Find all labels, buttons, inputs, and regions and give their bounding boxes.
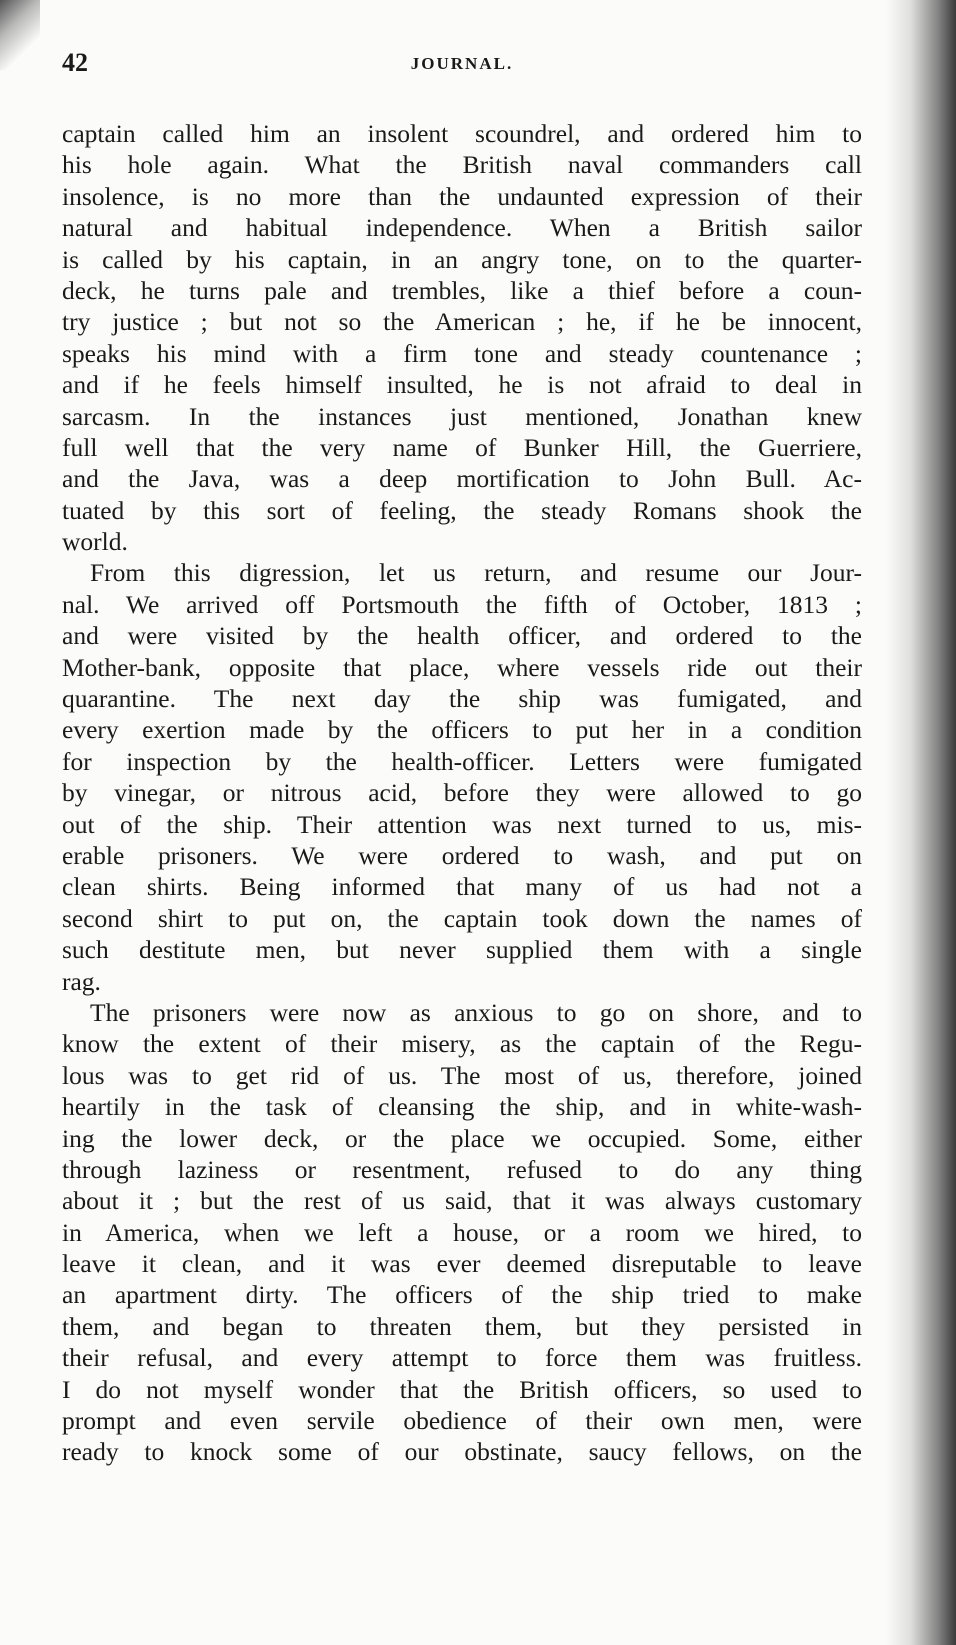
text-line: such destitute men, but never supplied them with a single [62, 935, 862, 965]
text-line: speaks his mind with a firm tone and steady countenance ; [62, 338, 862, 368]
text-line: by vinegar, or nitrous acid, before they were allowed to go [62, 778, 862, 808]
text-line: Mother-bank, opposite that place, where vessels ride out their [62, 652, 862, 682]
text-line: full well that the very name of Bunker Hill, the Guerriere, [62, 432, 862, 462]
text-line: about it ; but the rest of us said, that it was always customary [62, 1186, 862, 1216]
page-number: 42 [62, 48, 88, 77]
text-line: deck, he turns pale and trembles, like a thief before a coun- [62, 275, 862, 305]
text-line: and if he feels himself insulted, he is not afraid to deal in [62, 370, 862, 400]
text-line: lous was to get rid of us. The most of us, therefore, joined [62, 1060, 862, 1090]
text-line: tuated by this sort of feeling, the steady Romans shook the [62, 495, 862, 525]
text-line: heartily in the task of cleansing the ship, and in white-wash- [62, 1092, 862, 1122]
text-line: The prisoners were now as anxious to go on shore, and to [90, 997, 862, 1027]
text-line: his hole again. What the British naval commanders call [62, 150, 862, 180]
text-line: insolence, is no more than the undaunted expression of their [62, 181, 862, 211]
page-edge-shadow [886, 0, 956, 1645]
text-line: clean shirts. Being informed that many of us had not a [62, 872, 862, 902]
text-line: know the extent of their misery, as the captain of the Regu- [62, 1029, 862, 1059]
page-corner-shadow [0, 0, 40, 70]
text-line: prompt and even servile obedience of their own men, were [62, 1406, 862, 1436]
text-line: an apartment dirty. The officers of the ship tried to make [62, 1280, 862, 1310]
text-line: I do not myself wonder that the British officers, so used to [62, 1374, 862, 1404]
text-line: out of the ship. Their attention was next turned to us, mis- [62, 809, 862, 839]
text-line: their refusal, and every attempt to force them was fruitless. [62, 1343, 862, 1373]
text-line: in America, when we left a house, or a room we hired, to [62, 1217, 862, 1247]
text-line: them, and began to threaten them, but they persisted in [62, 1311, 862, 1341]
text-line: every exertion made by the officers to put her in a condition [62, 715, 862, 745]
text-line: nal. We arrived off Portsmouth the fifth of October, 1813 ; [62, 589, 862, 619]
text-line: try justice ; but not so the American ; he, if he be innocent, [62, 307, 862, 337]
text-line: erable prisoners. We were ordered to wash, and put on [62, 840, 862, 870]
text-line: quarantine. The next day the ship was fumigated, and [62, 684, 862, 714]
text-line: leave it clean, and it was ever deemed disreputable to leave [62, 1249, 862, 1279]
page-header [62, 48, 862, 88]
body-text [62, 118, 862, 1468]
text-line: ready to knock some of our obstinate, saucy fellows, on the [62, 1437, 862, 1467]
text-line: for inspection by the health-officer. Letters were fumigated [62, 746, 862, 776]
text-line: captain called him an insolent scoundrel, and ordered him to [62, 119, 862, 148]
text-line: From this digression, let us return, and resume our Jour- [90, 558, 862, 588]
text-line: sarcasm. In the instances just mentioned, Jonathan knew [62, 401, 862, 431]
text-line: and the Java, was a deep mortification to John Bull. Ac- [62, 464, 862, 494]
text-line: natural and habitual independence. When a British sailor [62, 213, 862, 243]
text-line: second shirt to put on, the captain took down the names of [62, 903, 862, 933]
text-line: world. [62, 527, 128, 557]
text-line: through laziness or resentment, refused to do any thing [62, 1154, 862, 1184]
text-line: rag. [62, 966, 101, 996]
text-line: is called by his captain, in an angry tone, on to the quarter- [62, 244, 862, 274]
running-head: JOURNAL. [410, 54, 514, 73]
text-line: and were visited by the health officer, and ordered to the [62, 621, 862, 651]
text-line: ing the lower deck, or the place we occupied. Some, either [62, 1123, 862, 1153]
